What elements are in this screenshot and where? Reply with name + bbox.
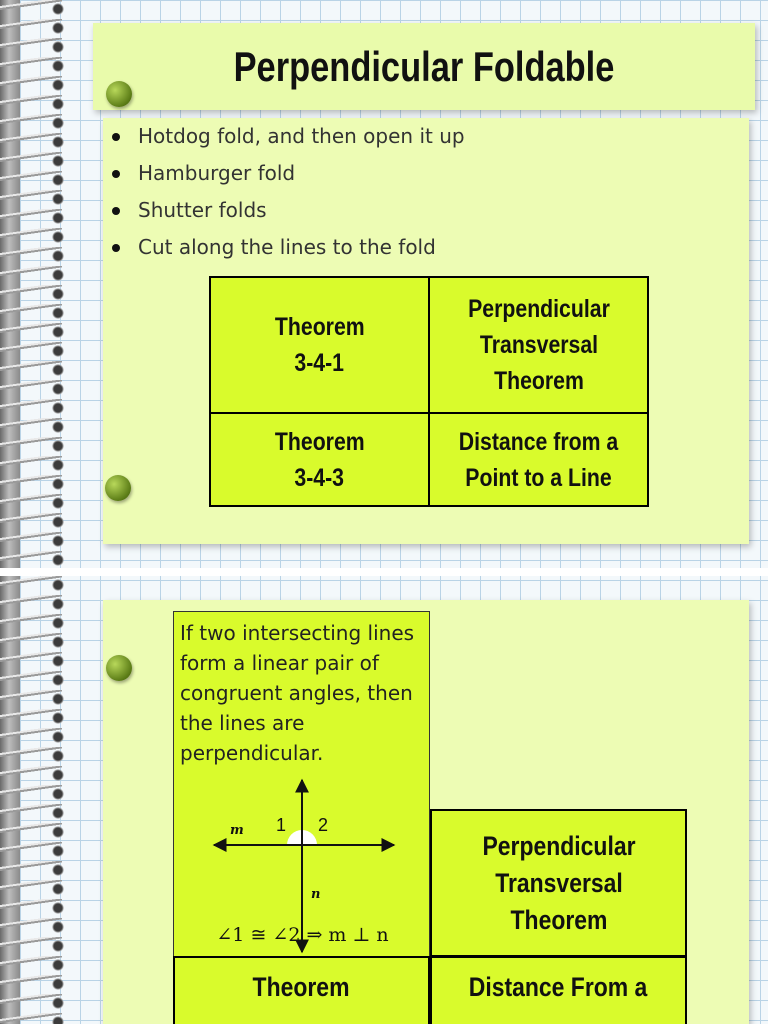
theorem-statement: If two intersecting lines form a linear pair of congruent angles, then the lines are perpendicular. [180,621,415,765]
theorem-number: 3-4-1 [294,349,345,378]
table-cell [210,413,429,506]
theorem-label: Theorem [274,313,365,342]
table-cell [429,413,648,506]
pushpin-icon [106,81,132,107]
slide-2 [0,576,768,1024]
page-title: Perpendicular Foldable [233,43,615,90]
theorem-label: Theorem [253,972,350,1002]
theorem-name-box [430,809,687,957]
slide-divider [0,568,768,576]
spiral-binding [0,576,70,1024]
foldable-table [209,276,649,507]
spiral-binding [0,0,70,568]
table-row [210,413,648,506]
theorem-cell [430,956,687,1024]
theorem-name: Perpendicular Transversal Theorem [467,295,610,396]
theorem-name: Distance From a [469,972,648,1002]
theorem-statement-box [173,611,430,957]
theorem-cell [173,956,430,1024]
theorem-name: Distance from a Point to a Line [458,427,619,492]
theorem-formula: ∠1 ≅ ∠2 ⇒ m ⊥ n [216,924,389,946]
table-row [210,277,648,413]
table-cell [210,277,429,413]
theorem-label: Theorem [274,427,365,456]
title-note [93,23,755,110]
line-n-label: n [311,887,321,902]
angle-1-label: 1 [276,815,287,835]
line-m-label: m [230,823,244,838]
theorem-number: 3-4-3 [294,463,345,492]
instruction-list [108,122,465,270]
pushpin-icon [105,475,131,501]
pushpin-icon [106,655,132,681]
list-item: Hamburger fold [108,159,465,196]
list-item: Cut along the lines to the fold [108,233,465,270]
list-item: Shutter folds [108,196,465,233]
list-item: Hotdog fold, and then open it up [108,122,465,159]
table-cell [429,277,648,413]
angle-2-label: 2 [318,815,329,835]
theorem-name: Perpendicular Transversal Theorem [481,830,636,935]
